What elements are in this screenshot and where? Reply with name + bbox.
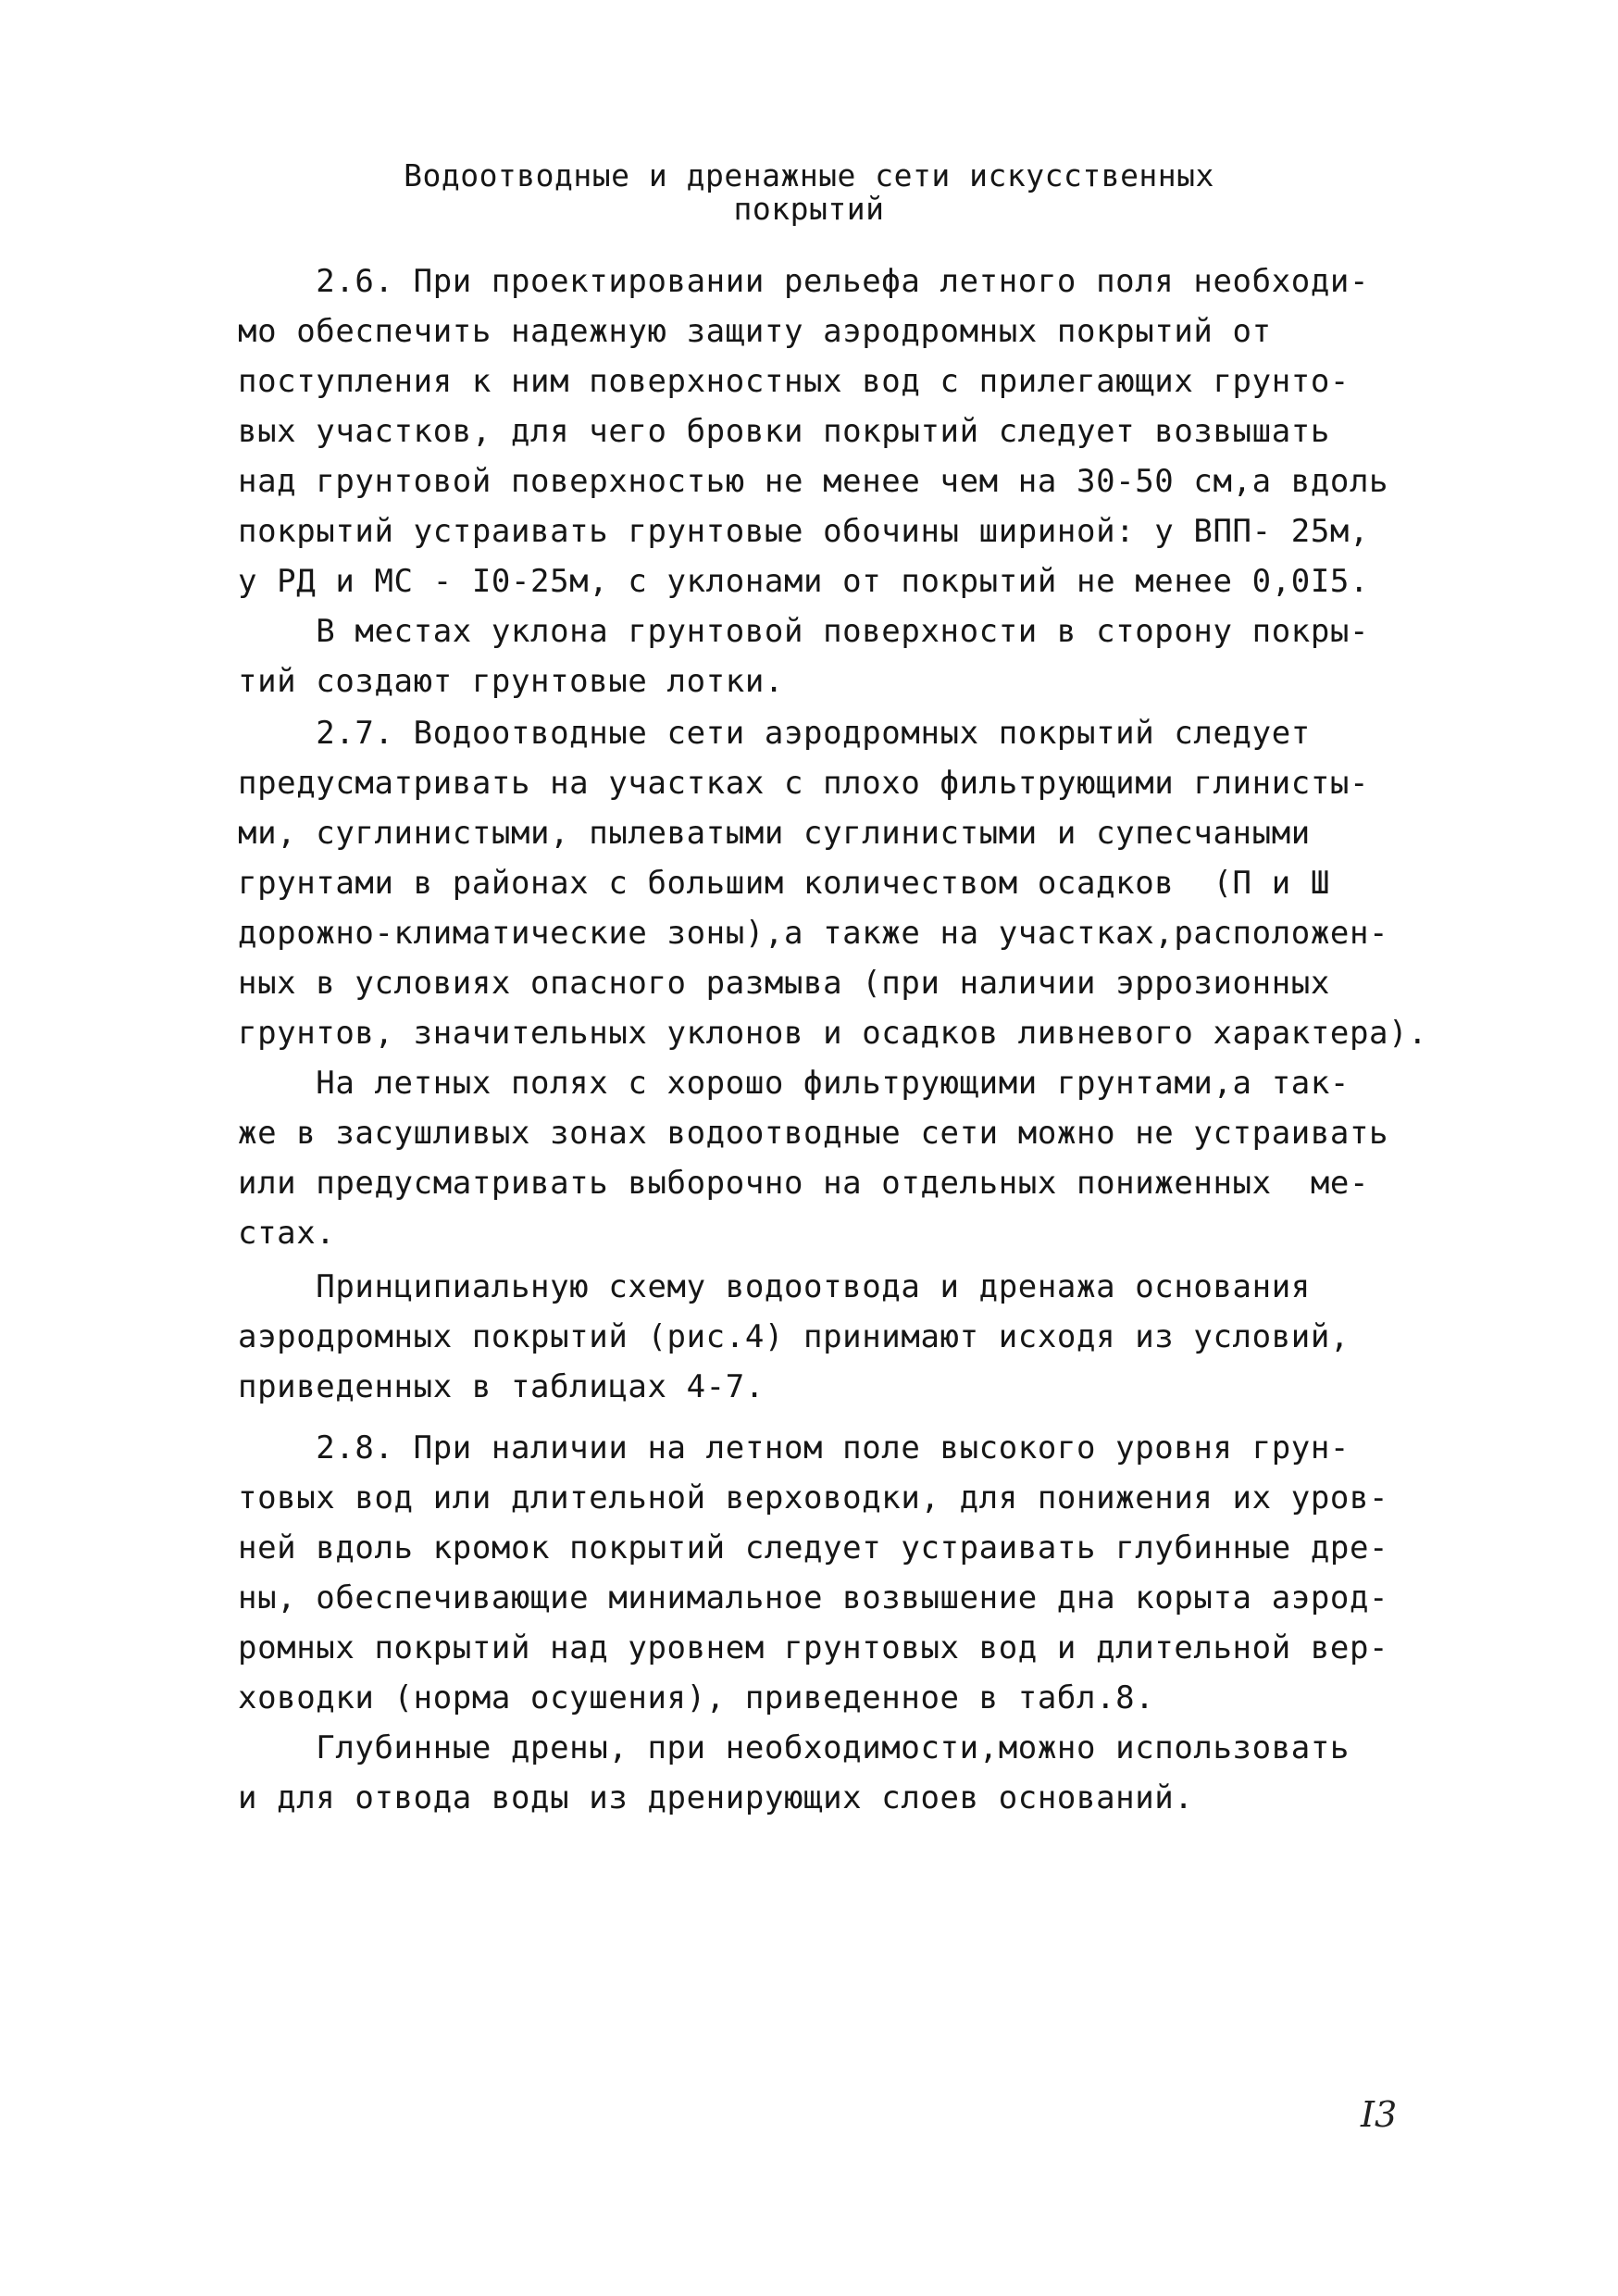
text-line: В местах уклона грунтовой поверхности в сторону покры-	[238, 613, 1370, 650]
text-line: ми, суглинистыми, пылеватыми суглинистыми и супесчаными	[238, 815, 1311, 852]
text-line: покрытий устраивать грунтовые обочины шириной: у ВПП- 25м,	[238, 513, 1370, 550]
text-line: 2.8. При наличии на летном поле высокого уровня грун-	[238, 1429, 1350, 1466]
text-line: же в засушливых зонах водоотводные сети можно не устраивать	[238, 1115, 1389, 1152]
text-line: стах.	[238, 1215, 336, 1252]
text-line: Принципиальную схему водоотвода и дренажа основания	[238, 1268, 1311, 1305]
text-line: ромных покрытий над уровнем грунтовых вод и длительной вер-	[238, 1629, 1389, 1666]
section-title-line-1: Водоотводные и дренажные сети искусственных	[404, 157, 1214, 193]
section-title-line-2: покрытий	[733, 191, 885, 227]
text-line: грунтов, значительных уклонов и осадков ливневого характера).	[238, 1015, 1428, 1052]
text-line: тий создают грунтовые лотки.	[238, 663, 784, 700]
page-number: I3	[1361, 2094, 1398, 2135]
text-line: ных в условиях опасного размыва (при наличии эррозионных	[238, 965, 1330, 1002]
text-line: приведенных в таблицах 4-7.	[238, 1368, 765, 1405]
text-line: 2.7. Водоотводные сети аэродромных покрытий следует	[238, 715, 1311, 752]
text-line: предусматривать на участках с плохо фильтрующими глинисты-	[238, 765, 1370, 802]
text-line: ней вдоль кромок покрытий следует устраивать глубинные дре-	[238, 1529, 1389, 1566]
text-line: Глубинные дрены, при необходимости,можно использовать	[238, 1729, 1350, 1766]
text-line: товых вод или длительной верховодки, для понижения их уров-	[238, 1479, 1389, 1516]
text-line: вых участков, для чего бровки покрытий следует возвышать	[238, 413, 1330, 450]
text-line: дорожно-климатические зоны),а также на участках,расположен-	[238, 915, 1389, 952]
text-line: аэродромных покрытий (рис.4) принимают исходя из условий,	[238, 1318, 1350, 1355]
text-line: мо обеспечить надежную защиту аэродромных покрытий от	[238, 313, 1272, 350]
text-line: ховодки (норма осушения), приведенное в табл.8.	[238, 1679, 1155, 1716]
text-line: или предусматривать выборочно на отдельных пониженных ме-	[238, 1165, 1370, 1202]
text-line: над грунтовой поверхностью не менее чем на 30-50 см,а вдоль	[238, 463, 1389, 500]
text-line: 2.6. При проектировании рельефа летного поля необходи-	[238, 263, 1370, 300]
text-line: поступления к ним поверхностных вод с прилегающих грунто-	[238, 363, 1350, 400]
text-line: грунтами в районах с большим количеством осадков (П и Ш	[238, 865, 1330, 902]
text-line: и для отвода воды из дренирующих слоев оснований.	[238, 1779, 1194, 1816]
text-line: На летных полях с хорошо фильтрующими грунтами,а так-	[238, 1065, 1350, 1102]
text-line: у РД и МС - I0-25м, с уклонами от покрытий не менее 0,0I5.	[238, 563, 1370, 600]
text-line: ны, обеспечивающие минимальное возвышение дна корыта аэрод-	[238, 1579, 1389, 1616]
